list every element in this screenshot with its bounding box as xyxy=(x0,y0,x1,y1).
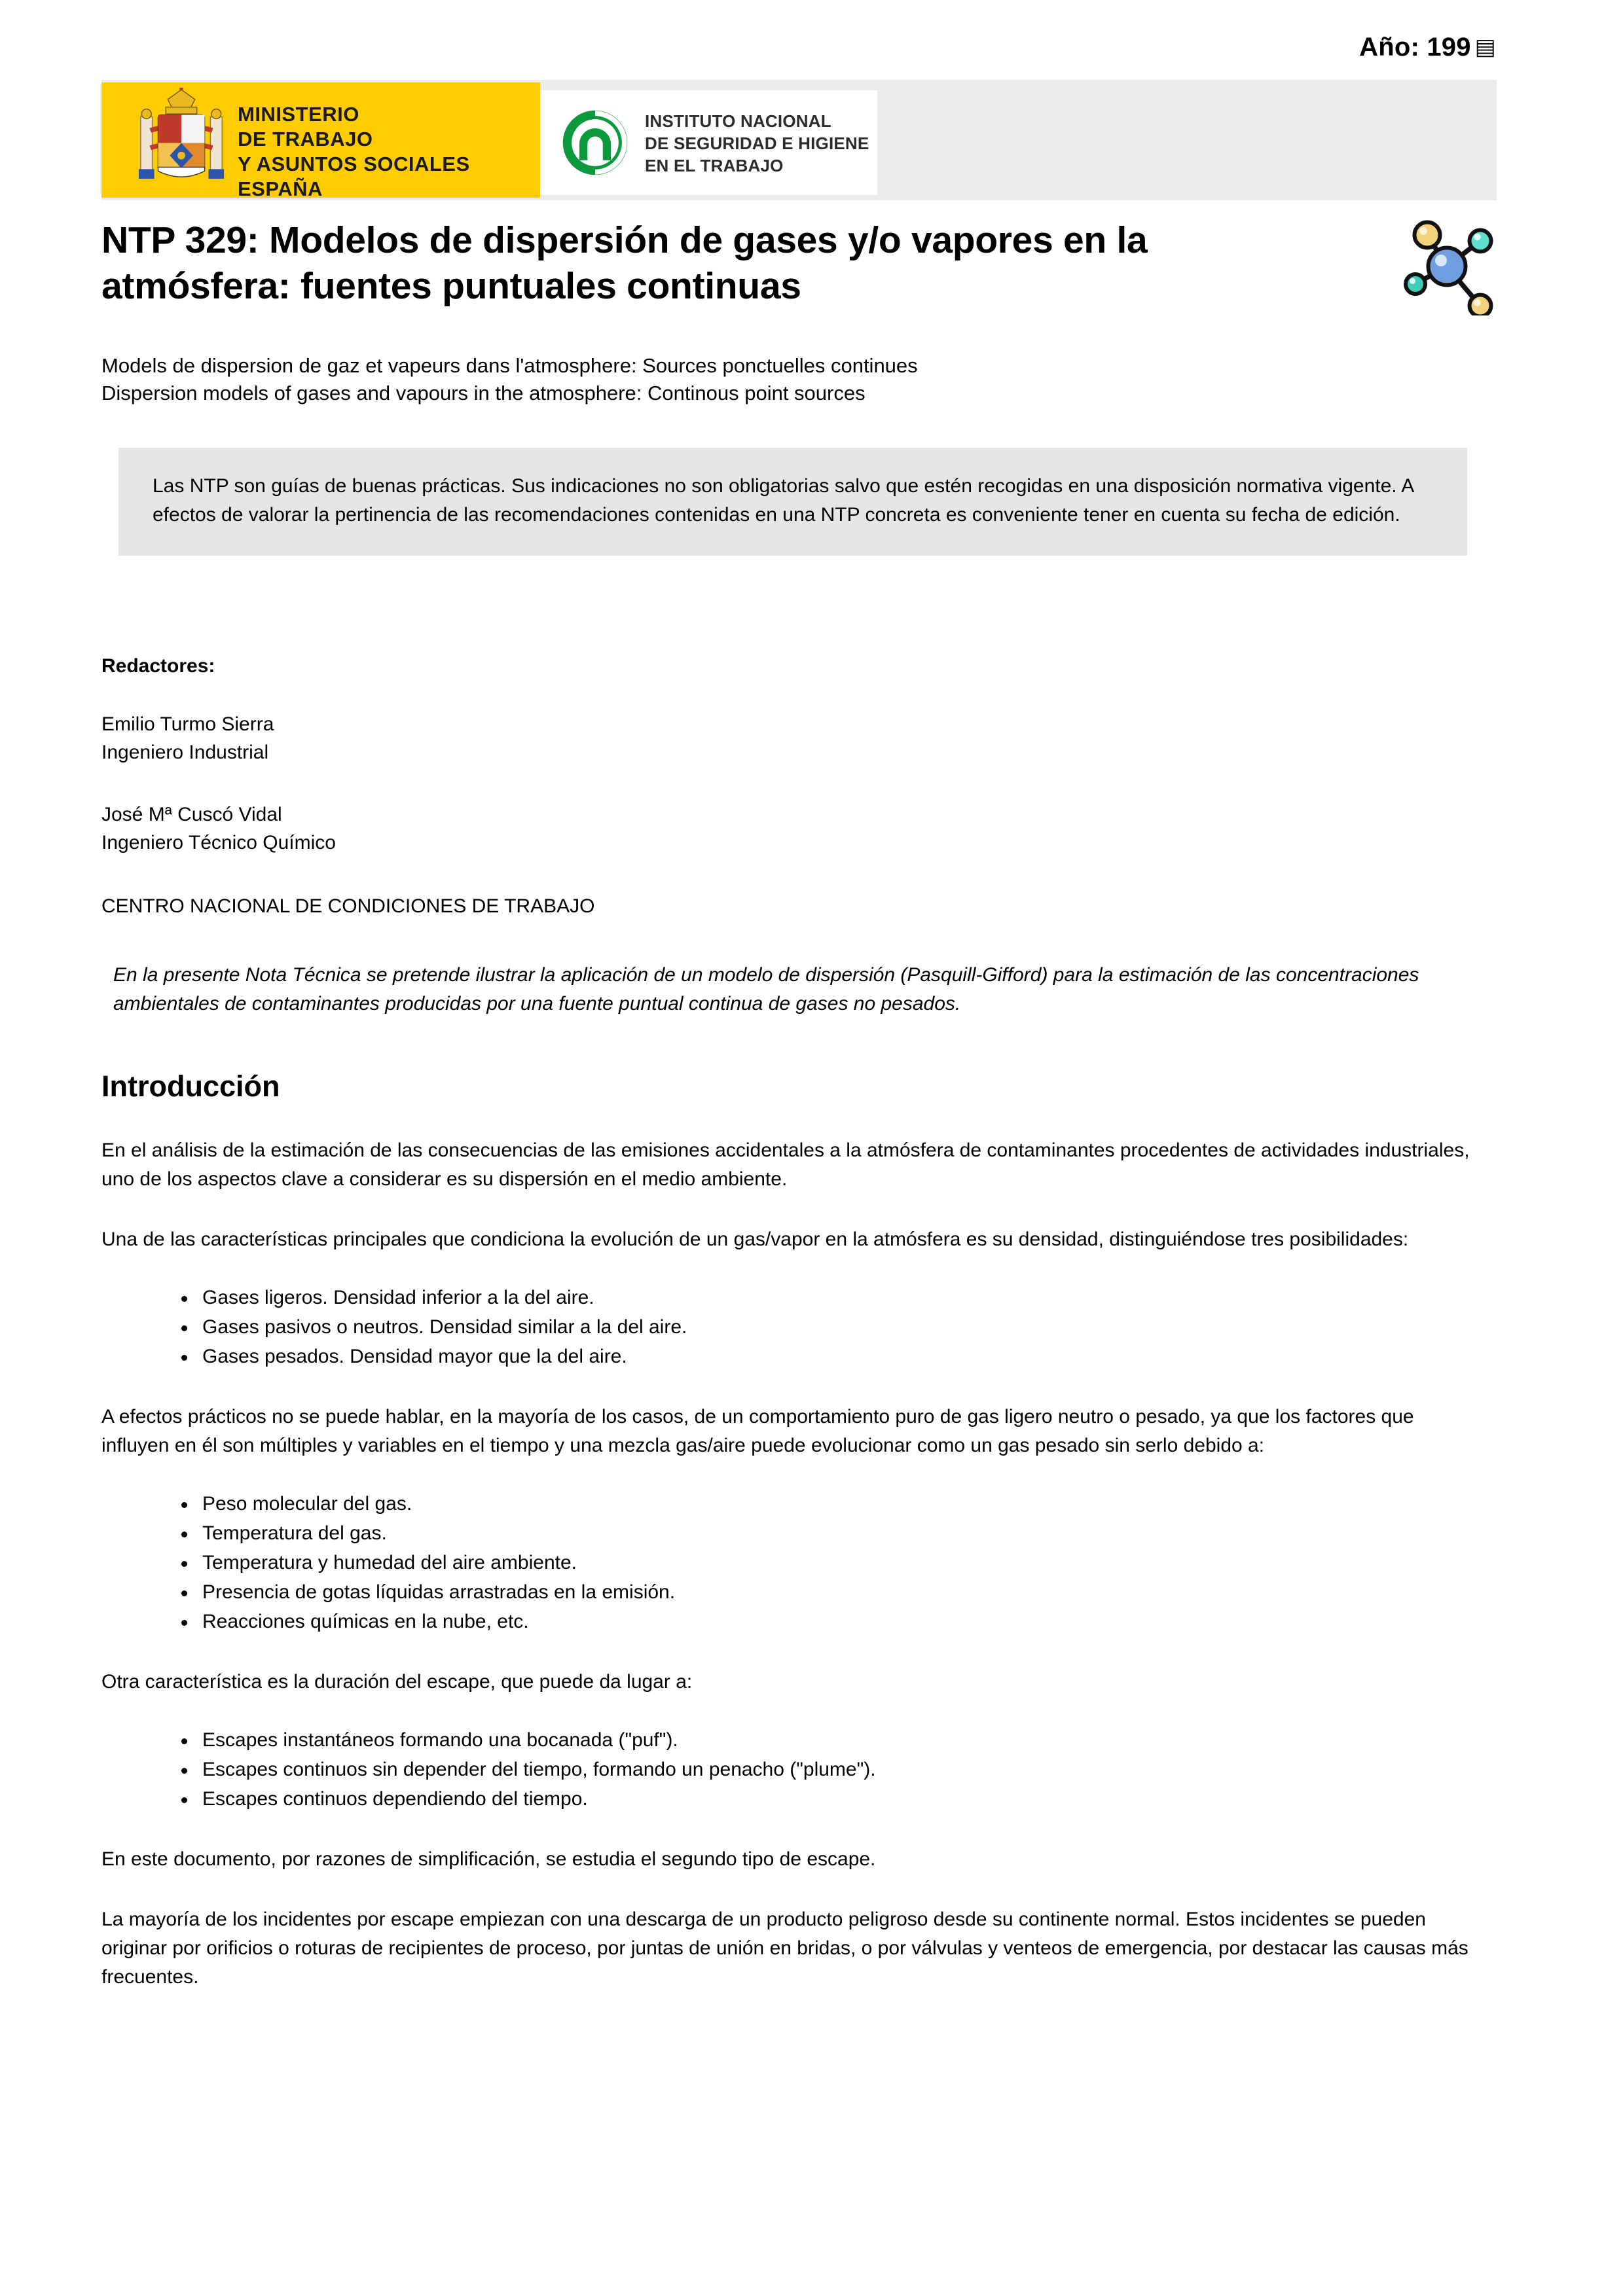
list-item-label: Temperatura y humedad del aire ambiente. xyxy=(202,1552,577,1573)
list-item-label: Gases ligeros. Densidad inferior a la del aire. xyxy=(202,1287,594,1308)
list-item-label: Gases pesados. Densidad mayor que la del aire. xyxy=(202,1346,627,1367)
redactores-label: Redactores: xyxy=(101,655,215,677)
paragraph-4: Otra característica es la duración del escape, que puede da lugar a: xyxy=(101,1671,693,1693)
list-item xyxy=(179,1489,1497,1518)
ministerio-line-3: Y ASUNTOS SOCIALES xyxy=(238,152,470,175)
notice-box: Las NTP son guías de buenas prácticas. Sus indicaciones no son obligatorias salvo que estén recogidas en una disposición normativa vigente. A efectos de valorar la pertinencia de las recomendaciones contenidas en una NTP concreta es conveniente tener en cuenta su fecha de edición. xyxy=(119,448,1467,556)
list-item xyxy=(179,1784,1497,1814)
author-1 xyxy=(101,710,1497,766)
year-text: Año: 199 xyxy=(1359,33,1471,62)
insht-mark-icon xyxy=(558,106,632,179)
list-item-label: Peso molecular del gas. xyxy=(202,1493,412,1515)
author-2 xyxy=(101,800,1497,857)
insht-logo-text xyxy=(645,110,874,177)
document-content xyxy=(101,217,1497,1992)
list-item-label: Presencia de gotas líquidas arrastradas en la emisión. xyxy=(202,1581,676,1603)
paragraph-2: Una de las características principales que condiciona la evolución de un gas/vapor en la atmósfera es su densidad, distinguiéndose tres posibilidades: xyxy=(101,1229,1409,1250)
list-factores xyxy=(101,1489,1497,1636)
insht-line-1: INSTITUTO NACIONAL xyxy=(645,111,831,131)
centro-nacional: CENTRO NACIONAL DE CONDICIONES DE TRABAJO xyxy=(101,895,595,917)
header-band xyxy=(101,80,1497,200)
list-item xyxy=(179,1755,1497,1784)
list-item-label: Escapes continuos dependiendo del tiempo. xyxy=(202,1788,588,1810)
list-item xyxy=(179,1577,1497,1607)
list-densidad xyxy=(101,1283,1497,1371)
list-item-label: Gases pasivos o neutros. Densidad similar a la del aire. xyxy=(202,1316,687,1338)
subtitle-french: Models de dispersion de gaz et vapeurs dans l'atmosphere: Sources ponctuelles continues xyxy=(101,354,918,377)
list-item xyxy=(179,1548,1497,1577)
insht-line-3: EN EL TRABAJO xyxy=(645,156,784,175)
paragraph-3: A efectos prácticos no se puede hablar, en la mayoría de los casos, de un comportamiento puro de gas ligero neutro o pesado, ya que los factores que influyen en él son múltiples y variables en el tiempo y una mezcla gas/aire puede evolucionar como un gas pesado sin serlo debido a: xyxy=(101,1406,1414,1456)
page-title: NTP 329: Modelos de dispersión de gases y/o vapores en la atmósfera: fuentes puntuales continuas xyxy=(101,219,1148,307)
ministerio-line-4: ESPAÑA xyxy=(238,177,323,198)
missing-glyph-box: ▤ xyxy=(1474,35,1496,60)
author-2-role: Ingeniero Técnico Químico xyxy=(101,832,336,853)
list-item xyxy=(179,1607,1497,1636)
subtitle-english: Dispersion models of gases and vapours in the atmosphere: Continous point sources xyxy=(101,382,866,404)
list-item xyxy=(179,1312,1497,1342)
paragraph-5: En este documento, por razones de simplificación, se estudia el segundo tipo de escape. xyxy=(101,1848,876,1870)
author-1-role: Ingeniero Industrial xyxy=(101,742,269,763)
list-escapes xyxy=(101,1725,1497,1814)
list-item-label: Temperatura del gas. xyxy=(202,1522,387,1544)
abstract-text: En la presente Nota Técnica se pretende ilustrar la aplicación de un modelo de dispersión (Pasquill-Gifford) para la estimación de las concentraciones ambientales de contaminantes producidas por una fuente puntual continua de gases no pesados. xyxy=(113,964,1419,1014)
paragraph-6: La mayoría de los incidentes por escape empiezan con una descarga de un producto peligroso desde su continente normal. Estos incidentes se pueden originar por orificios o roturas de recipientes de proceso, por juntas de unión en bridas, o por válvulas y venteos de emergencia, por destacar las causas más frecuentes. xyxy=(101,1909,1468,1988)
ministerio-line-2: DE TRABAJO xyxy=(238,128,373,151)
author-1-name: Emilio Turmo Sierra xyxy=(101,713,274,735)
insht-logo xyxy=(540,90,877,195)
ministerio-logo-text xyxy=(238,102,532,198)
molecule-icon xyxy=(1395,217,1499,315)
escudo-de-espana-icon xyxy=(133,88,230,192)
subtitle-block xyxy=(101,352,1497,407)
insht-line-2: DE SEGURIDAD E HIGIENE xyxy=(645,134,869,153)
paragraph-1: En el análisis de la estimación de las consecuencias de las emisiones accidentales a la atmósfera de contaminantes procedentes de actividades industriales, uno de los aspectos clave a considerar es su dispersión en el medio ambiente. xyxy=(101,1139,1470,1190)
list-item-label: Escapes continuos sin depender del tiempo, formando un penacho ("plume"). xyxy=(202,1759,876,1780)
list-item xyxy=(179,1342,1497,1371)
year-label xyxy=(1359,33,1496,62)
ministerio-line-1: MINISTERIO xyxy=(238,103,359,126)
list-item-label: Escapes instantáneos formando una bocanada ("puf"). xyxy=(202,1729,678,1751)
author-2-name: José Mª Cuscó Vidal xyxy=(101,804,282,825)
ministerio-logo xyxy=(101,82,540,198)
list-item-label: Reacciones químicas en la nube, etc. xyxy=(202,1611,529,1632)
list-item xyxy=(179,1725,1497,1755)
list-item xyxy=(179,1518,1497,1548)
section-heading-introduccion: Introducción xyxy=(101,1069,280,1103)
list-item xyxy=(179,1283,1497,1312)
